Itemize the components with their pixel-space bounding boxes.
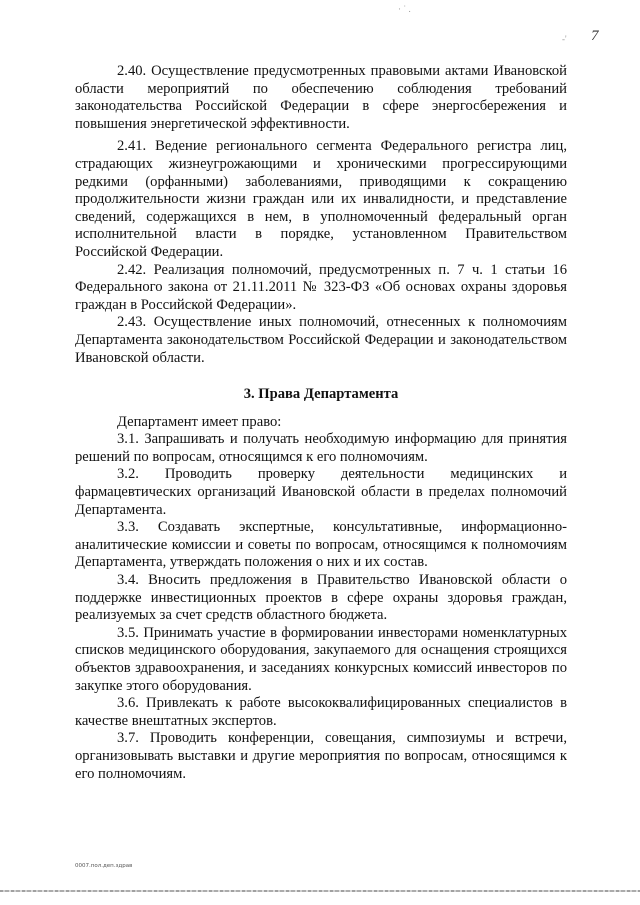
paragraph-3-6: 3.6. Привлекать к работе высококвалифицированных специалистов в качестве внештатных экспертов. [75, 695, 567, 729]
paragraph-2-43: 2.43. Осуществление иных полномочий, отнесенных к полномочиям Департамента законодательством Российской Федерации и законодательством Ивановской области. [75, 314, 567, 366]
paragraph-2-42: 2.42. Реализация полномочий, предусмотренных п. 7 ч. 1 статьи 16 Федерального закона от 21.11.2011 № 323-ФЗ «Об основах охраны здоровья граждан в Российской Федерации». [75, 261, 567, 313]
page-number: 7 [591, 28, 599, 44]
rights-intro: Департамент имеет право: [117, 413, 282, 430]
section-heading: 3. Права Департамента [243, 386, 399, 403]
paragraph-3-2: 3.2. Проводить проверку деятельности медицинских и фармацевтических организаций Ивановской области в пределах полномочий Департамента. [75, 466, 567, 518]
paragraph-2-40: 2.40. Осуществление предусмотренных правовыми актами Ивановской области мероприятий по обеспечению соблюдения требований законодательства Российской Федерации в сфере энергосбережения и повышения энергетической эффективности. [75, 63, 567, 132]
paragraph-3-4: 3.4. Вносить предложения в Правительство Ивановской области о поддержке инвестиционных проектов в сфере охраны здоровья граждан, реализуемых за счет средств областного бюджета. [75, 572, 567, 624]
paragraph-3-1: 3.1. Запрашивать и получать необходимую информацию для принятия решений по вопросам, относящимся к его полномочиям. [75, 431, 567, 465]
scan-artifact: · ˙ . [398, 4, 411, 14]
paragraph-2-41: 2.41. Ведение регионального сегмента Федерального регистра лиц, страдающих жизнеугрожающими и хроническими прогрессирующими редкими (орфанными) заболеваниями, приводящими к сокращению продолжительности жизни граждан или их инвалидности, и представление сведений, содержащихся в нем, в уполномоченный федеральный орган исполнительной власти в порядке, установленном Правительством Российской Федерации. [75, 138, 567, 260]
paragraph-3-7: 3.7. Проводить конференции, совещания, симпозиумы и встречи, организовывать выставки и другие мероприятия по вопросам, относящимся к его полномочиям. [75, 730, 567, 782]
document-body [75, 63, 567, 783]
paragraph-3-3: 3.3. Создавать экспертные, консультативные, информационно-аналитические комиссии и советы по вопросам, относящимся к полномочиям Департамента, утверждать положения о них и их состав. [75, 519, 567, 571]
scan-edge-line [0, 890, 640, 892]
scan-artifact: -' [562, 34, 567, 44]
paragraph-3-5: 3.5. Принимать участие в формировании инвесторами номенклатурных списков медицинского оборудования, закупаемого для оснащения строящихся объектов здравоохранения, и заседаниях конкурсных комиссий инвесторов по закупке этого оборудования. [75, 624, 567, 694]
footer-code: 0007.пол.деп.здрав [75, 863, 133, 869]
